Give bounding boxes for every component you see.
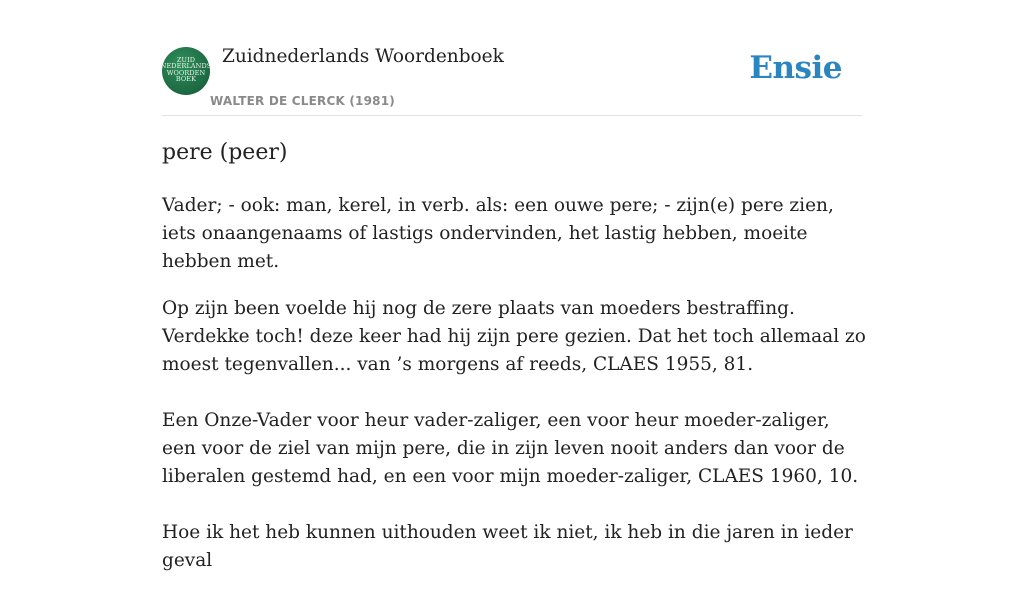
entry-content — [162, 192, 867, 603]
brand-logo[interactable]: Ensie — [749, 50, 842, 86]
dictionary-title[interactable]: Zuidnederlands Woordenboek — [222, 46, 504, 67]
logo-text: ZUID NEDERLANDS WOORDEN BOEK — [160, 55, 212, 83]
entry-title: pere (peer) — [162, 140, 288, 165]
entry-quote-1: Op zijn been voelde hij nog de zere plaats van moeders bestraffing. Verdekke toch! deze keer had hij zijn pere gezien. Dat het toch allemaal zo moest tegenvallen... van ’s morgens af reeds, CLAES 1955, 81. — [162, 298, 866, 375]
dictionary-logo[interactable] — [162, 47, 210, 95]
entry-quote-3: Hoe ik het heb kunnen uithouden weet ik niet, ik heb in die jaren in ieder geval — [162, 522, 853, 571]
dictionary-author: WALTER DE CLERCK (1981) — [210, 94, 395, 108]
entry-definition: Vader; - ook: man, kerel, in verb. als: een ouwe pere; - zijn(e) pere zien, iets onaangenaams of lastigs ondervinden, het lastig hebben, moeite hebben met. — [162, 195, 834, 272]
entry-quote-2: Een Onze-Vader voor heur vader-zaliger, een voor heur moeder-zaliger, een voor de ziel van mijn pere, die in zijn leven nooit anders dan voor de liberalen gestemd had, en een voor mijn moeder-zaliger, CLAES 1960, 10. — [162, 410, 859, 487]
header-divider — [162, 115, 862, 116]
dictionary-header — [162, 46, 862, 116]
